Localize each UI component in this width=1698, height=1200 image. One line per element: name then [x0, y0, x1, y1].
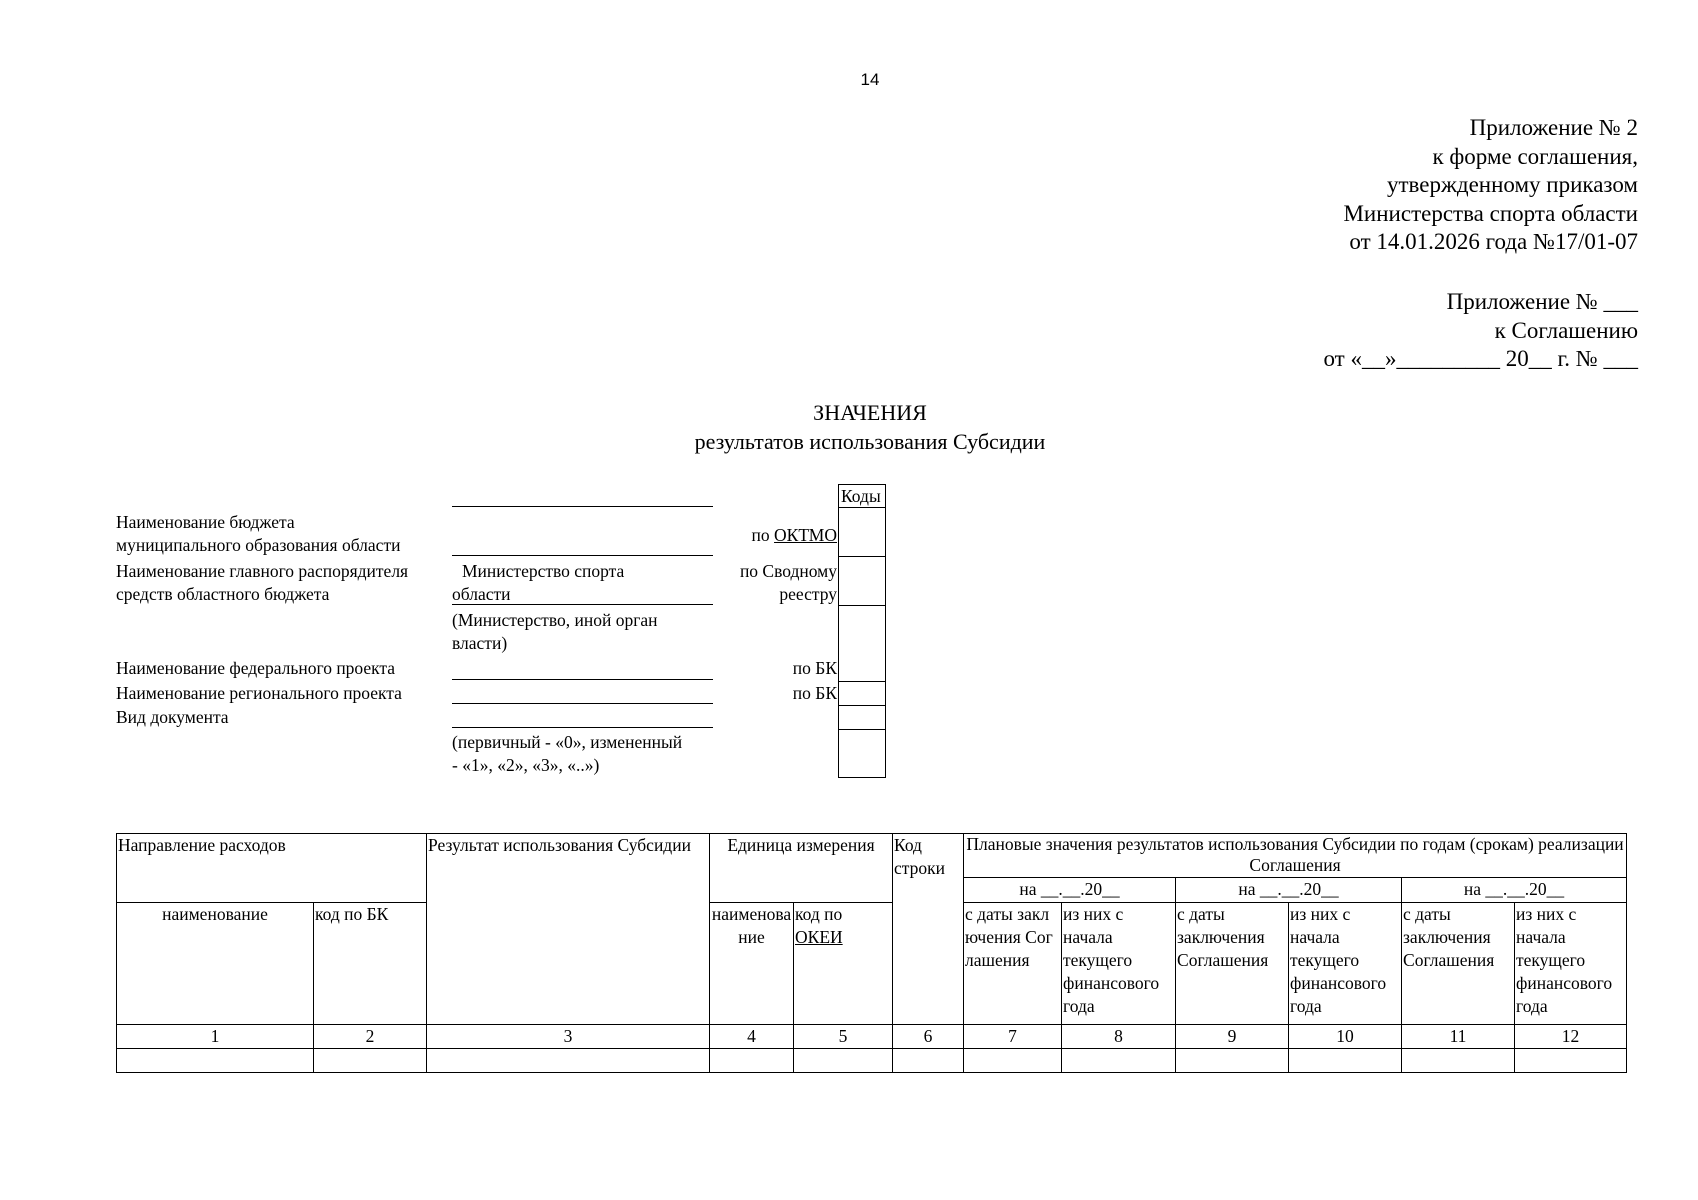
appendix-line: Приложение № 2: [1469, 115, 1638, 140]
budget-label: муниципального образования области: [116, 535, 401, 555]
column-number: 1: [117, 1025, 314, 1049]
registry-label: реестру: [779, 584, 837, 604]
column-number: 10: [1289, 1025, 1402, 1049]
title-line: результатов использования Субсидии: [694, 429, 1046, 454]
header-unit: Единица измерения: [710, 834, 893, 903]
codes-column: [838, 484, 886, 778]
registry-label: по Сводному: [739, 561, 837, 581]
appendix-line: Министерства спорта области: [1343, 200, 1638, 226]
title-line: ЗНАЧЕНИЯ: [813, 400, 927, 425]
table-cell[interactable]: [964, 1049, 1062, 1073]
column-number: 11: [1402, 1025, 1515, 1049]
column-number-row: [117, 1025, 1627, 1049]
agreement-line: Приложение № ___: [1446, 289, 1638, 314]
header-period: на __.__.20__: [964, 878, 1176, 903]
header-period: на __.__.20__: [1402, 878, 1627, 903]
federal-code-label: по БК: [792, 658, 837, 678]
results-table: [116, 833, 1627, 1073]
column-number: 4: [710, 1025, 794, 1049]
header-row-code: Код строки: [893, 834, 964, 1025]
column-number: 5: [794, 1025, 893, 1049]
grbs-hint: власти): [452, 633, 508, 653]
table-cell[interactable]: [1062, 1049, 1176, 1073]
budget-label: Наименование бюджета: [116, 512, 295, 532]
table-cell[interactable]: [427, 1049, 710, 1073]
header-of-which: из них с начала текущего финансового года: [1062, 903, 1176, 1025]
table-cell[interactable]: [1289, 1049, 1402, 1073]
column-number: 3: [427, 1025, 710, 1049]
table-cell[interactable]: [710, 1049, 794, 1073]
header-from-conclusion: с даты заключения Соглашения: [1176, 903, 1289, 1025]
column-number: 12: [1515, 1025, 1627, 1049]
doctype-hint: - «1», «2», «3», «..»): [452, 755, 600, 775]
table-cell[interactable]: [314, 1049, 427, 1073]
header-direction: Направление расходов: [117, 834, 427, 903]
header-planned-values: Плановые значения результатов использования Субсидии по годам (срокам) реализации Соглашения: [964, 834, 1627, 878]
grbs-hint: (Министерство, иной орган: [452, 610, 658, 630]
column-number: 6: [893, 1025, 964, 1049]
table-cell[interactable]: [117, 1049, 314, 1073]
header-name: наименование: [117, 903, 314, 1025]
appendix-line: утвержденному приказом: [1387, 172, 1638, 197]
appendix-line: к форме соглашения,: [1432, 143, 1638, 169]
table-cell[interactable]: [1402, 1049, 1515, 1073]
agreement-appendix-block: [1323, 288, 1638, 374]
column-number: 8: [1062, 1025, 1176, 1049]
header-of-which: из них с начала текущего финансового года: [1289, 903, 1402, 1025]
grbs-label: Наименование главного распорядителя: [116, 561, 409, 581]
column-number: 7: [964, 1025, 1062, 1049]
agreement-line: к Соглашению: [1494, 317, 1638, 343]
table-cell[interactable]: [1515, 1049, 1627, 1073]
header-from-conclusion: с даты заключения Соглашения: [964, 903, 1062, 1025]
header-from-conclusion: с даты заключения Соглашения: [1402, 903, 1515, 1025]
appendix-line: от 14.01.2026 года №17/01-07: [1349, 229, 1638, 254]
table-row: [117, 1049, 1627, 1073]
grbs-value: Министерство спорта: [462, 561, 625, 581]
document-title: [0, 398, 1698, 456]
federal-project-label: Наименование федерального проекта: [116, 658, 396, 678]
page-number: 14: [860, 70, 880, 89]
header-unit-name: наименование: [710, 903, 794, 1025]
table-cell[interactable]: [893, 1049, 964, 1073]
oktmo-label: по ОКТМО: [751, 525, 837, 545]
table-cell[interactable]: [1176, 1049, 1289, 1073]
codes-label: Коды: [841, 486, 881, 506]
column-number: 9: [1176, 1025, 1289, 1049]
header-code-bk: код по БК: [314, 903, 427, 1025]
grbs-label: средств областного бюджета: [116, 584, 330, 604]
header-of-which: из них с начала текущего финансового года: [1515, 903, 1627, 1025]
document-type-label: Вид документа: [116, 707, 229, 727]
oktmo-link[interactable]: ОКТМО: [774, 525, 837, 545]
doctype-hint: (первичный - «0», измененный: [452, 732, 683, 752]
column-number: 2: [314, 1025, 427, 1049]
grbs-value: области: [452, 584, 511, 604]
regional-project-label: Наименование регионального проекта: [116, 683, 402, 703]
header-result: Результат использования Субсидии: [427, 834, 710, 1025]
regional-code-label: по БК: [792, 683, 837, 703]
agreement-line: от «__»_________ 20__ г. № ___: [1323, 346, 1638, 371]
table-cell[interactable]: [794, 1049, 893, 1073]
header-period: на __.__.20__: [1176, 878, 1402, 903]
header-okei: код по ОКЕИ: [794, 903, 893, 1025]
appendix-approval-block: [1343, 114, 1638, 257]
